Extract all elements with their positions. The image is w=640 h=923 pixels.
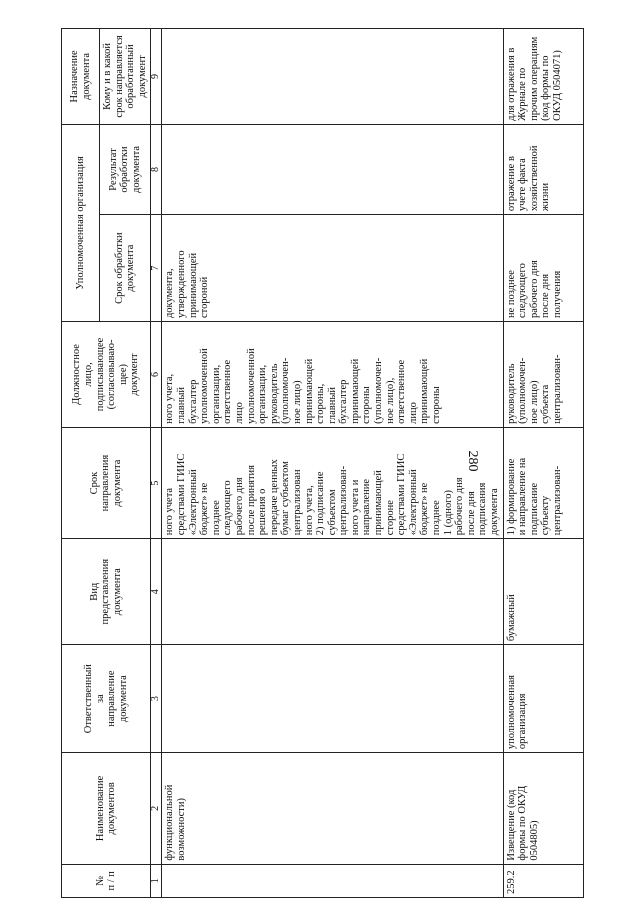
header-process-result: Результат обработки документа	[100, 124, 151, 214]
header-org-group: Уполномоченная организация	[62, 124, 100, 321]
cell-doc-name: функциональной возможности)	[162, 753, 503, 864]
document-page	[61, 28, 636, 898]
header-send-term: Срок направления документа	[62, 427, 151, 538]
header-responsible: Ответственный за направление документа	[62, 645, 151, 753]
column-number: 6	[151, 322, 162, 428]
cell-doc-name: Извещение (код формы по ОКУД 0504805)	[503, 753, 583, 864]
cell-signer: руководитель (уполномочен- ное лицо) субъекта централизован-	[503, 322, 583, 428]
header-form: Вид представления документа	[62, 539, 151, 645]
header-doc-name: Наименование документов	[62, 753, 151, 864]
cell-responsible	[162, 645, 503, 753]
cell-send-term: ного учета средствами ГИИС «Электронный бюджет» не позднее следующего рабочего дня после принятия решения о передаче ценных бумаг субъектом централизован ного учета, 2) подписание субъектом централизован- ного учета и направление принимающей стороне средствами ГИИС «Электронный бюджет» не позднее 1 (одного) рабочего дня после дня подписания документа	[162, 427, 503, 538]
column-number: 3	[151, 645, 162, 753]
cell-process-term: не позднее следующего рабочего дня после дня получения	[503, 215, 583, 322]
header-recipient: Кому и в какой срок направляется обработанный документ	[100, 29, 151, 125]
column-number-row	[151, 29, 162, 898]
header-signer: Должностное лицо, подписывающее (согласовываю- щее) документ	[62, 322, 151, 428]
column-number: 2	[151, 753, 162, 864]
cell-recipient	[162, 29, 503, 125]
column-number: 8	[151, 124, 162, 214]
column-number: 5	[151, 427, 162, 538]
cell-responsible: уполномоченная организация	[503, 645, 583, 753]
cell-form	[162, 539, 503, 645]
page-number: 280	[465, 450, 480, 472]
header-purpose-group: Назначение документа	[62, 29, 100, 125]
cell-recipient: для отражения в Журнале по прочим операциям (код формы по ОКУД 0504071)	[503, 29, 583, 125]
table-row	[162, 29, 503, 898]
cell-number: 259.2	[503, 864, 583, 897]
cell-send-term: 1) формирование и направление на подписание субъекту централизован-	[503, 427, 583, 538]
table-row	[503, 29, 583, 898]
cell-form: бумажный	[503, 539, 583, 645]
column-number: 9	[151, 29, 162, 125]
header-number: № п / п	[62, 864, 151, 897]
cell-signer: ного учета, главный бухгалтер уполномоченной организации, ответственное лицо уполномоченной организации, руководитель (уполномочен- ное лицо) принимающей стороны, главный бухгалтер принимающей стороны (уполномочен- ное лицо), ответственное лицо принимающей стороны	[162, 322, 503, 428]
document-table	[61, 28, 584, 898]
column-number: 1	[151, 864, 162, 897]
cell-process-result: отражение в учете факта хозяйственной жизни	[503, 124, 583, 214]
cell-number	[162, 864, 503, 897]
column-number: 7	[151, 215, 162, 322]
cell-process-result	[162, 124, 503, 214]
cell-process-term: документа, утвержденного принимающей стороной	[162, 215, 503, 322]
header-process-term: Срок обработки документа	[100, 215, 151, 322]
column-number: 4	[151, 539, 162, 645]
